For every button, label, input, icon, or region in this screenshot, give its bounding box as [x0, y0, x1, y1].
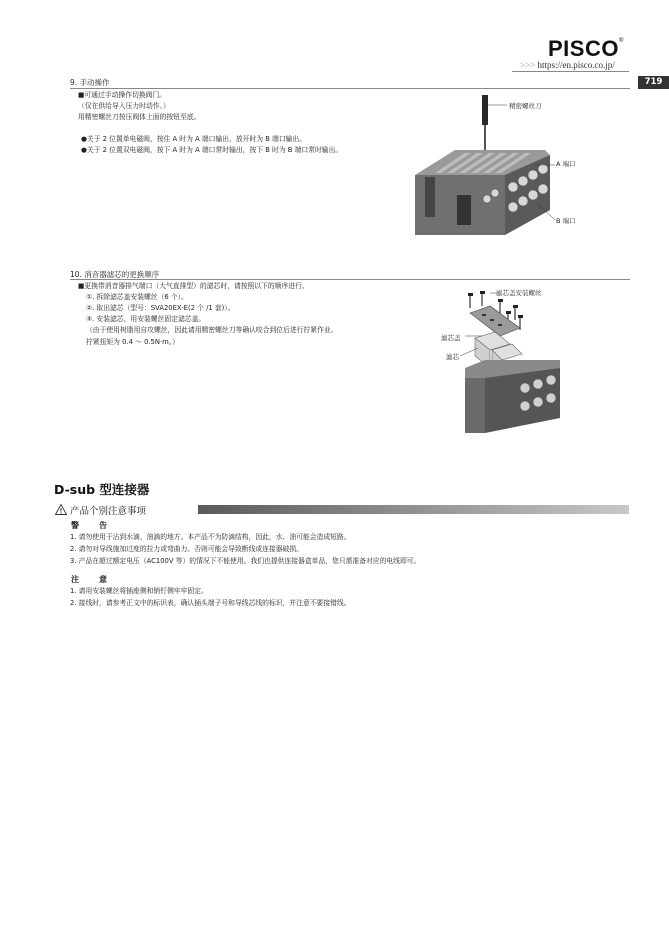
section-10-rule — [70, 279, 630, 280]
dsub-section-title: D-sub 型连接器 — [54, 482, 150, 497]
caution-line-2: 2. 接线时，请参考正文中的标识表，确认插头端子号和导线芯线的标识，并注意不要接错线。 — [70, 599, 351, 607]
section-9-line-5: ●关于 2 位置双电磁阀，按下 A 时为 A 端口常时输出，按下 B 时为 B 端口常时输出。 — [81, 146, 343, 154]
section-9-line-2: （仅在供给导入压力时动作。） — [78, 102, 170, 110]
caution-heading: 注 意 — [71, 575, 113, 584]
section-10-line-4: ③. 安装滤芯，用安装螺丝固定滤芯盖。 — [86, 315, 206, 323]
warning-line-1: 1. 请勿使用于沾到水滴、油滴的地方。本产品不为防滴结构，因此，水、油可能会造成短路。 — [70, 533, 351, 541]
section-10-line-2: ①. 拆除滤芯盖安装螺丝（6 个）。 — [86, 293, 188, 301]
filter-label: 滤芯 — [446, 353, 459, 361]
section-10-title: 10. 消音器滤芯的更换顺序 — [70, 270, 160, 279]
manual-operation-figure — [405, 95, 565, 245]
section-10-line-3: ②. 取出滤芯（型号：SVA20EX-E(2 个 /1 套)）。 — [86, 304, 235, 312]
screwdriver-icon — [482, 95, 488, 125]
section-10-line-6: 拧紧扭矩为 0.4 ～ 0.5N·m。） — [86, 338, 179, 346]
cover-label: 滤芯盖 — [441, 334, 461, 342]
page-number: 719 — [638, 76, 669, 89]
caution-line-1: 1. 请用安装螺丝将插座侧和销钉侧牢牢固定。 — [70, 587, 208, 595]
header-rule — [512, 71, 629, 72]
section-9-line-1: ■可通过手动操作切换阀门。 — [78, 91, 166, 99]
filter-replacement-figure — [460, 288, 570, 438]
warning-triangle-icon — [55, 504, 67, 515]
product-notice-title: 产品个别注意事项 — [70, 506, 147, 517]
warning-line-2: 2. 请勿对导线施加过度的拉力或弯曲力。否则可能会导致断线或连接器破损。 — [70, 545, 303, 553]
website-url[interactable]: >>> https://en.pisco.co.jp/ — [520, 60, 615, 70]
port-b-label: B 端口 — [556, 217, 576, 225]
screwdriver-label: 精密螺丝刀 — [509, 102, 542, 110]
port-a-label: A 端口 — [556, 160, 576, 168]
warning-heading: 警 告 — [71, 521, 113, 530]
section-9-line-3: 用精密螺丝刀按压阀体上面的按钮至底。 — [78, 113, 201, 121]
section-9-line-4: ●关于 2 位置单电磁阀，按住 A 时为 A 端口输出，放开时为 B 端口输出。 — [81, 135, 307, 143]
warning-line-3: 3. 产品在超过额定电压（AC100V 等）的情况下不能使用。我们也提供连接器盒单品，您只需准备对应的电线即可。 — [70, 557, 421, 565]
section-9-rule — [70, 88, 630, 89]
notice-gradient-bar — [198, 505, 629, 514]
cover-screw-label: 滤芯盖安装螺丝 — [496, 289, 542, 297]
section-9-title: 9. 手动操作 — [70, 78, 110, 87]
section-10-line-1: ■更换带消音器排气端口（大气直排型）的滤芯时，请按照以下的顺序进行。 — [78, 282, 309, 290]
pisco-logo: PISCO® — [548, 36, 624, 61]
section-10-line-5: （由于使用树脂用自攻螺丝，因此请用精密螺丝刀等确认咬合到位后进行拧紧作业。 — [86, 326, 338, 334]
